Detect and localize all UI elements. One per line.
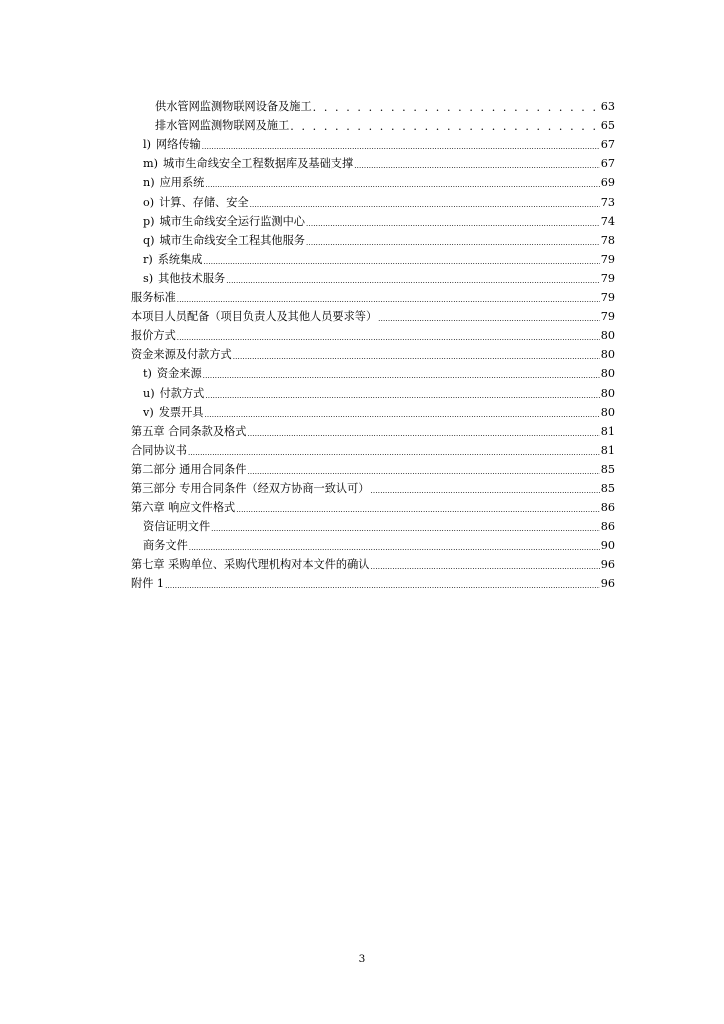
toc-entry[interactable] [131,458,615,477]
toc-entry-text: 第二部分 通用合同条件 [131,462,247,476]
toc-dot-leader [205,181,599,190]
toc-entry-title [131,444,187,458]
toc-entry[interactable] [131,305,615,324]
toc-entry-page: 78 [600,233,615,247]
toc-entry-text: 城市生命线安全运行监测中心 [159,214,305,228]
toc-entry[interactable] [131,572,615,591]
toc-entry-text: 排水管网监测物联网及施工 [155,119,290,133]
toc-entry-text: 系统集成 [157,252,203,266]
toc-dot-leader [177,296,600,305]
toc-entry-marker: m) [143,157,158,171]
toc-entry-text: 第六章 响应文件格式 [131,501,236,515]
toc-entry-text: 报价方式 [131,329,176,343]
toc-entry-marker: t) [143,367,152,381]
toc-entry[interactable] [131,553,615,572]
toc-entry-page: 67 [600,138,615,152]
toc-entry-title [143,367,202,381]
toc-entry-page: 69 [600,176,615,190]
toc-entry[interactable] [131,267,615,286]
table-of-contents [131,95,615,591]
toc-dot-leader [371,487,600,496]
toc-entry-text: 城市生命线安全工程数据库及基础支撑 [162,157,354,171]
toc-entry-title [155,100,312,114]
toc-entry-title [131,425,246,439]
toc-dot-leader [177,334,600,343]
toc-entry-text: 其他技术服务 [158,271,226,285]
toc-entry[interactable] [131,439,615,458]
toc-entry-page: 79 [600,271,615,285]
toc-entry[interactable] [131,534,615,553]
toc-entry-marker: u) [143,386,155,400]
toc-entry-text: 第七章 采购单位、采购代理机构对本文件的确认 [131,558,370,572]
toc-entry-text: 资金来源及付款方式 [131,348,232,362]
toc-entry-text: 应用系统 [159,176,205,190]
toc-entry-title [131,310,377,324]
toc-dot-leader [290,120,599,133]
toc-entry-page: 74 [600,214,615,228]
toc-entry[interactable] [131,343,615,362]
toc-entry[interactable] [131,286,615,305]
toc-entry-marker: p) [143,214,155,228]
toc-entry-page: 80 [600,405,615,419]
toc-entry-title [143,157,353,171]
toc-entry-marker: o) [143,195,155,209]
toc-entry[interactable] [131,95,615,114]
toc-entry-page: 79 [600,310,615,324]
toc-entry-title [143,387,204,401]
toc-entry-text: 付款方式 [159,386,205,400]
toc-entry-title [143,138,201,152]
toc-entry-marker: n) [143,176,155,190]
toc-entry-text: 供水管网监测物联网设备及施工 [155,100,312,114]
toc-entry-page: 86 [600,501,615,515]
toc-dot-leader [203,258,599,267]
toc-entry-text: 资金来源 [156,367,202,381]
toc-entry-page: 80 [600,348,615,362]
toc-entry-title [143,539,188,553]
toc-entry-text: 合同协议书 [131,443,187,457]
toc-dot-leader [247,430,599,439]
toc-entry-text: 第五章 合同条款及格式 [131,424,247,438]
toc-entry-title [131,577,164,591]
toc-dot-leader [247,468,599,477]
toc-entry-title [131,558,370,572]
toc-dot-leader [189,544,600,553]
toc-entry-title [143,253,202,267]
toc-entry-page: 79 [600,252,615,266]
toc-entry[interactable] [131,171,615,190]
toc-entry-text: 网络传输 [155,138,201,152]
toc-dot-leader [205,392,599,401]
toc-entry-page: 85 [600,462,615,476]
toc-entry[interactable] [131,152,615,171]
toc-entry-page: 67 [600,157,615,171]
toc-entry[interactable] [131,381,615,400]
toc-entry-marker: l) [143,138,151,152]
toc-entry-page: 80 [600,386,615,400]
toc-dot-leader [165,582,600,591]
toc-entry-text: 计算、存储、安全 [159,195,249,209]
toc-entry-title [131,348,232,362]
toc-entry-page: 63 [600,100,615,114]
toc-entry-text: 城市生命线安全工程其他服务 [159,233,305,247]
toc-entry-page: 79 [600,291,615,305]
toc-entry-page: 81 [600,443,615,457]
toc-entry-text: 资信证明文件 [143,520,211,534]
toc-dot-leader [306,239,600,248]
toc-dot-leader [306,220,600,229]
toc-entry-title [143,272,225,286]
toc-entry[interactable] [131,229,615,248]
toc-dot-leader [233,353,600,362]
toc-entry-page: 86 [600,520,615,534]
toc-entry-marker: r) [143,252,153,266]
toc-entry-page: 80 [600,329,615,343]
toc-entry-title [131,291,176,305]
toc-entry-page: 96 [600,577,615,591]
toc-entry[interactable] [131,324,615,343]
toc-entry[interactable] [131,210,615,229]
toc-dot-leader [211,525,600,534]
toc-entry[interactable] [131,496,615,515]
toc-entry[interactable] [131,133,615,152]
page-number: 3 [358,953,366,965]
toc-entry-text: 服务标准 [131,291,176,305]
toc-entry[interactable] [131,401,615,420]
toc-entry-page: 85 [600,481,615,495]
toc-entry-title [143,234,305,248]
toc-entry-title [131,463,246,477]
toc-dot-leader [250,201,600,210]
toc-entry[interactable] [131,515,615,534]
toc-dot-leader [313,101,600,114]
toc-entry-text: 本项目人员配备（项目负责人及其他人员要求等） [131,310,378,324]
toc-entry-title [131,482,370,496]
toc-entry[interactable] [131,477,615,496]
toc-entry[interactable] [131,362,615,381]
toc-entry[interactable] [131,248,615,267]
toc-entry-title [143,520,210,534]
toc-dot-leader [236,506,600,515]
toc-dot-leader [378,315,600,324]
toc-entry-text: 发票开具 [158,405,204,419]
toc-entry-page: 81 [600,424,615,438]
toc-dot-leader [202,143,600,152]
toc-entry-marker: s) [143,271,154,285]
toc-entry-page: 80 [600,367,615,381]
toc-entry-title [143,215,305,229]
toc-entry[interactable] [131,114,615,133]
toc-dot-leader [203,372,600,381]
toc-entry-title [143,406,203,420]
toc-entry-text: 商务文件 [143,539,188,553]
toc-entry-page: 96 [600,558,615,572]
toc-entry-page: 90 [600,539,615,553]
toc-entry-title [155,119,289,133]
toc-entry[interactable] [131,420,615,439]
toc-entry-text: 第三部分 专用合同条件（经双方协商一致认可） [131,481,370,495]
toc-dot-leader [354,162,600,171]
toc-entry-text: 附件 1 [131,577,165,591]
toc-entry-title [131,501,235,515]
toc-entry-page: 65 [600,119,615,133]
toc-entry-title [143,196,249,210]
toc-entry-title [143,176,204,190]
toc-dot-leader [204,411,599,420]
toc-entry-title [131,329,176,343]
toc-entry-marker: q) [143,233,155,247]
toc-entry[interactable] [131,190,615,209]
toc-entry-marker: v) [143,405,154,419]
toc-dot-leader [226,277,600,286]
toc-dot-leader [371,563,600,572]
toc-entry-page: 73 [600,195,615,209]
toc-dot-leader [188,449,600,458]
